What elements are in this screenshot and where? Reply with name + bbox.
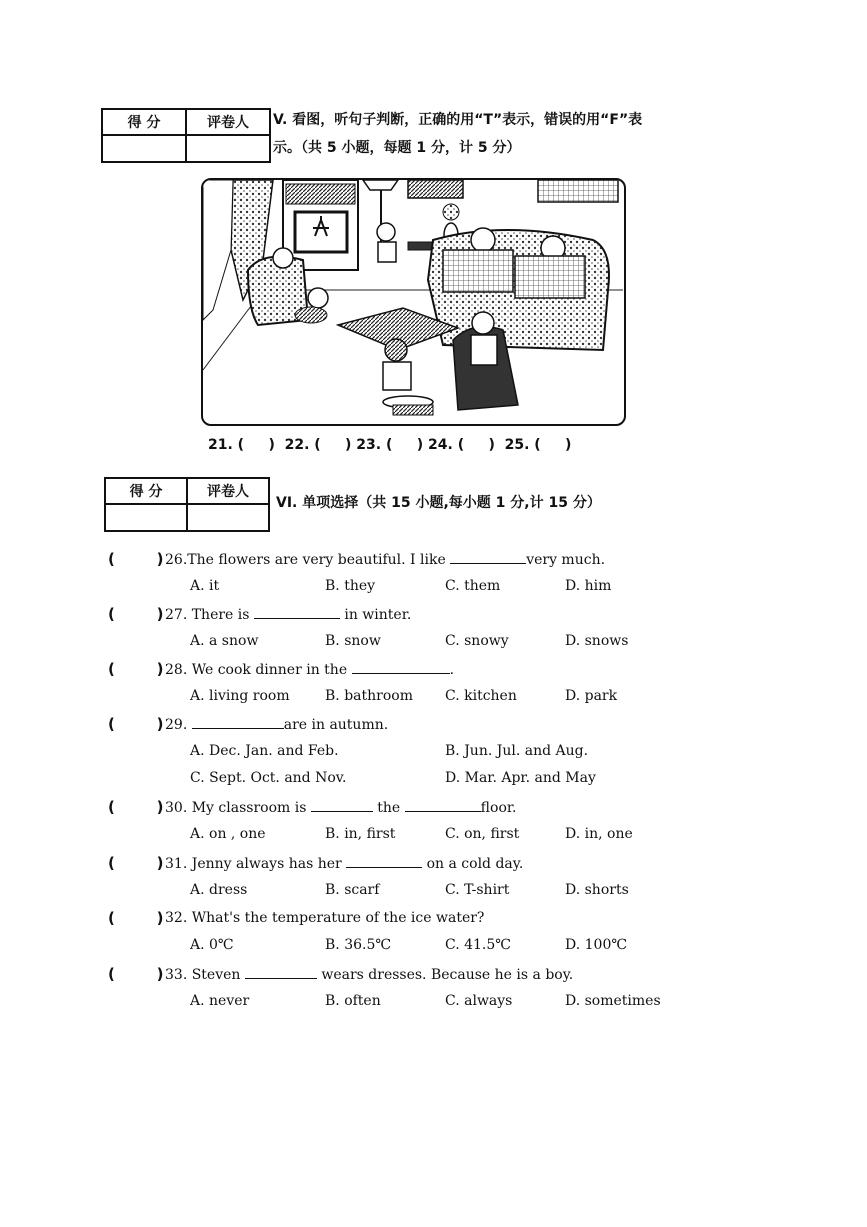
option-b[interactable]: B. snow	[325, 633, 381, 649]
option-d[interactable]: D. 100℃	[565, 937, 628, 953]
option-a[interactable]: A. it	[190, 578, 220, 594]
question-text: 28. We cook dinner in the	[165, 662, 352, 678]
question-text: 27. There is	[165, 607, 254, 623]
answer-parens-33[interactable]: ( )	[108, 965, 164, 983]
fill-blank[interactable]	[192, 716, 284, 729]
question-31	[165, 855, 523, 872]
question-30	[165, 799, 516, 816]
option-c[interactable]: C. always	[445, 993, 513, 1009]
answer-parens-27[interactable]: ( )	[108, 605, 164, 623]
fill-blank[interactable]	[405, 799, 481, 812]
section5-title-line2: 示。（共 5 小题，每题 1 分，计 5 分）	[273, 140, 521, 156]
option-a[interactable]: A. 0℃	[190, 937, 234, 953]
answer-parens-26[interactable]: ( )	[108, 550, 164, 568]
option-a[interactable]: A. on , one	[190, 826, 266, 842]
option-d[interactable]: D. sometimes	[565, 993, 661, 1009]
option-c[interactable]: C. them	[445, 578, 501, 594]
answer-parens-29[interactable]: ( )	[108, 715, 164, 733]
option-a[interactable]: A. living room	[190, 688, 290, 704]
grader-cell[interactable]	[187, 504, 269, 531]
question-text: wears dresses. Because he is a boy.	[316, 967, 574, 983]
question-text: 26.The flowers are very beautiful. I like	[165, 552, 451, 568]
question-32: 32. What's the temperature of the ice water?	[165, 910, 485, 926]
fill-blank[interactable]	[450, 551, 526, 564]
option-d[interactable]: D. shorts	[565, 882, 629, 898]
option-c[interactable]: C. on, first	[445, 826, 520, 842]
question-29	[165, 716, 388, 733]
section6-title: VI. 单项选择（共 15 小题,每小题 1 分,计 15 分）	[276, 495, 601, 511]
option-b[interactable]: B. 36.5℃	[325, 937, 392, 953]
question-text: 30. My classroom is	[165, 800, 311, 816]
question-text: floor.	[480, 800, 517, 816]
question-text: 29.	[165, 717, 192, 733]
question-text: 33. Steven	[165, 967, 245, 983]
question-text: in winter.	[339, 607, 412, 623]
option-b[interactable]: B. bathroom	[325, 688, 413, 704]
fill-blank[interactable]	[311, 799, 373, 812]
section5-title-line1: V. 看图，听句子判断，正确的用“T”表示，错误的用“F”表	[273, 112, 643, 128]
living-room-illustration	[201, 178, 626, 426]
option-a[interactable]: A. never	[190, 993, 250, 1009]
answer-parens-28[interactable]: ( )	[108, 660, 164, 678]
fill-blank[interactable]	[346, 855, 422, 868]
section5-title	[273, 106, 733, 162]
question-text: very much.	[526, 552, 606, 568]
fill-blank[interactable]	[245, 966, 317, 979]
option-d[interactable]: D. Mar. Apr. and May	[445, 770, 596, 786]
question-27	[165, 606, 411, 623]
question-text: on a cold day.	[422, 856, 524, 872]
score-cell[interactable]	[102, 135, 186, 162]
option-c[interactable]: C. Sept. Oct. and Nov.	[190, 770, 347, 786]
option-b[interactable]: B. Jun. Jul. and Aug.	[445, 743, 589, 759]
option-c[interactable]: C. snowy	[445, 633, 509, 649]
score-label: 得 分	[105, 478, 187, 504]
score-box-section5	[101, 108, 271, 163]
option-b[interactable]: B. scarf	[325, 882, 380, 898]
answer-parens-30[interactable]: ( )	[108, 798, 164, 816]
fill-blank[interactable]	[254, 606, 340, 619]
option-c[interactable]: C. T-shirt	[445, 882, 510, 898]
grader-label: 评卷人	[186, 109, 270, 135]
option-c[interactable]: C. 41.5℃	[445, 937, 511, 953]
option-a[interactable]: A. Dec. Jan. and Feb.	[190, 743, 339, 759]
score-box-section6	[104, 477, 270, 532]
question-28	[165, 661, 454, 678]
option-d[interactable]: D. park	[565, 688, 618, 704]
score-cell[interactable]	[105, 504, 187, 531]
option-d[interactable]: D. him	[565, 578, 612, 594]
question-26	[165, 551, 605, 568]
question-text: 31. Jenny always has her	[165, 856, 347, 872]
grader-label: 评卷人	[187, 478, 269, 504]
fill-blank[interactable]	[352, 661, 450, 674]
question-text: are in autumn.	[283, 717, 389, 733]
option-b[interactable]: B. often	[325, 993, 381, 1009]
living-room-drawing	[203, 180, 624, 424]
option-a[interactable]: A. a snow	[190, 633, 259, 649]
option-b[interactable]: B. in, first	[325, 826, 396, 842]
option-d[interactable]: D. snows	[565, 633, 629, 649]
option-a[interactable]: A. dress	[190, 882, 248, 898]
question-33	[165, 966, 573, 983]
grader-cell[interactable]	[186, 135, 270, 162]
option-c[interactable]: C. kitchen	[445, 688, 517, 704]
question-text: .	[449, 662, 455, 678]
question-text: the	[372, 800, 405, 816]
true-false-answer-row[interactable]: 21. ( ) 22. ( ) 23. ( ) 24. ( ) 25. ( )	[208, 437, 572, 453]
score-label: 得 分	[102, 109, 186, 135]
answer-parens-31[interactable]: ( )	[108, 854, 164, 872]
option-b[interactable]: B. they	[325, 578, 376, 594]
option-d[interactable]: D. in, one	[565, 826, 633, 842]
answer-parens-32[interactable]: ( )	[108, 909, 164, 927]
